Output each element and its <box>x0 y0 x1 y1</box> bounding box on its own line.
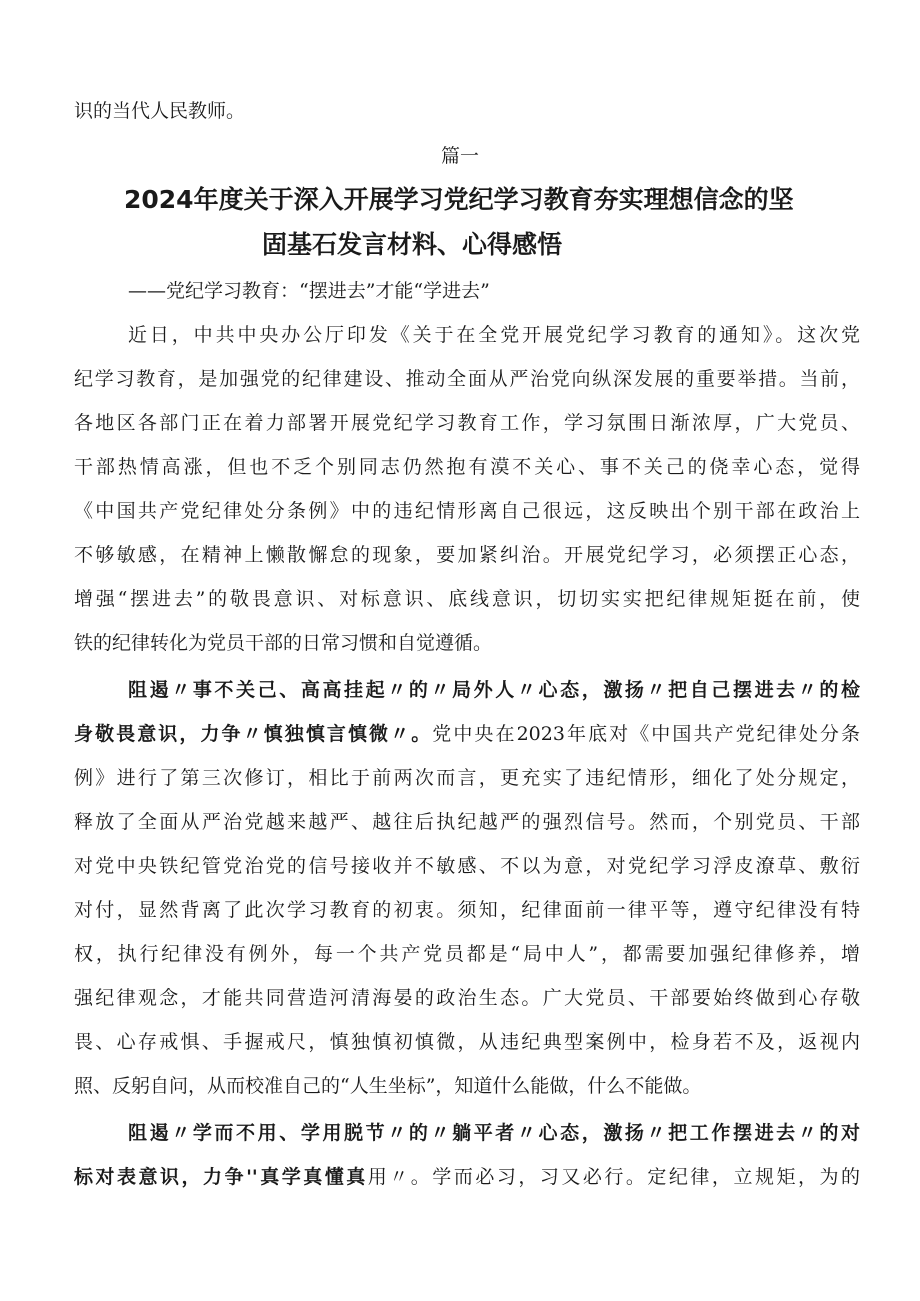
paragraph-line: 强纪律观念，才能共同营造河清海晏的政治生态。广大党员、干部要始终做到心存敬 <box>74 987 860 1009</box>
paragraph-text: 党中央在2023年底对《中国共产党纪律处分条 <box>432 723 860 745</box>
paragraph-line <box>0 1162 920 1192</box>
paragraph-line: 畏、心存戒惧、手握戒尺，慎独慎初慎微，从违纪典型案例中，检身若不及，返视内 <box>74 1031 860 1053</box>
paragraph-heading-text: 标对表意识，力争''真学真懂真 <box>74 1166 368 1188</box>
paragraph-text: 用〃。学而必习，习又必行。定纪律，立规矩，为的 <box>367 1166 860 1188</box>
paragraph-line: 近日，中共中央办公厅印发《关于在全党开展党纪学习教育的通知》。这次党 <box>128 324 860 346</box>
paragraph-heading-line: 阻遏〃事不关己、高高挂起〃的〃局外人〃心态，激扬〃把自己摆进去〃的检 <box>128 679 860 701</box>
paragraph-line: 《中国共产党纪律处分条例》中的违纪情形离自己很远，这反映出个别干部在政治上 <box>74 500 860 522</box>
paragraph-line: 纪学习教育，是加强党的纪律建设、推动全面从严治党向纵深发展的重要举措。当前， <box>74 368 860 390</box>
paragraph-line: 各地区各部门正在着力部署开展党纪学习教育工作，学习氛围日渐浓厚，广大党员、 <box>74 412 860 434</box>
title-line-1: 2024年度关于深入开展学习党纪学习教育夯实理想信念的坚 <box>124 185 794 214</box>
paragraph-heading-text: 身敬畏意识，力争〃慎独慎言慎微〃。 <box>74 723 433 745</box>
paragraph-line: 对付，显然背离了此次学习教育的初衷。须知，纪律面前一律平等，遵守纪律没有特 <box>74 899 860 921</box>
paragraph-line: 照、反躬自问，从而校准自己的“人生坐标”，知道什么能做，什么不能做。 <box>74 1075 702 1097</box>
paragraph-line: 干部热情高涨，但也不乏个别同志仍然抱有漠不关心、事不关己的侥幸心态，觉得 <box>74 456 860 478</box>
paragraph-line: 释放了全面从严治党越来越严、越往后执纪越严的强烈信号。然而，个别党员、干部 <box>74 811 860 833</box>
paragraph-line: 例》进行了第三次修订，相比于前两次而言，更充实了违纪情形，细化了处分规定， <box>74 767 860 789</box>
paragraph-line: 权，执行纪律没有例外，每一个共产党员都是“局中人”，都需要加强纪律修养，增 <box>74 943 860 965</box>
paragraph-line <box>0 719 920 749</box>
continuation-line: 识的当代人民教师。 <box>74 100 246 122</box>
paragraph-line: 铁的纪律转化为党员干部的日常习惯和自觉遵循。 <box>74 632 493 654</box>
section-label: 篇一 <box>440 145 479 167</box>
paragraph-heading-line: 阻遏〃学而不用、学用脱节〃的〃躺平者〃心态，激扬〃把工作摆进去〃的对 <box>128 1122 860 1144</box>
paragraph-line: 不够敏感，在精神上懒散懈怠的现象，要加紧纠治。开展党纪学习，必须摆正心态， <box>74 544 860 566</box>
title-line-2: 固基石发言材料、心得感悟 <box>262 230 563 259</box>
paragraph-line: 增强“摆进去”的敬畏意识、对标意识、底线意识，切切实实把纪律规矩挺在前，使 <box>74 588 860 610</box>
paragraph-line: 对党中央铁纪管党治党的信号接收并不敏感、不以为意，对党纪学习浮皮潦草、敷衍 <box>74 855 860 877</box>
subtitle: ——党纪学习教育：“摆进去”才能“学进去” <box>128 280 490 302</box>
